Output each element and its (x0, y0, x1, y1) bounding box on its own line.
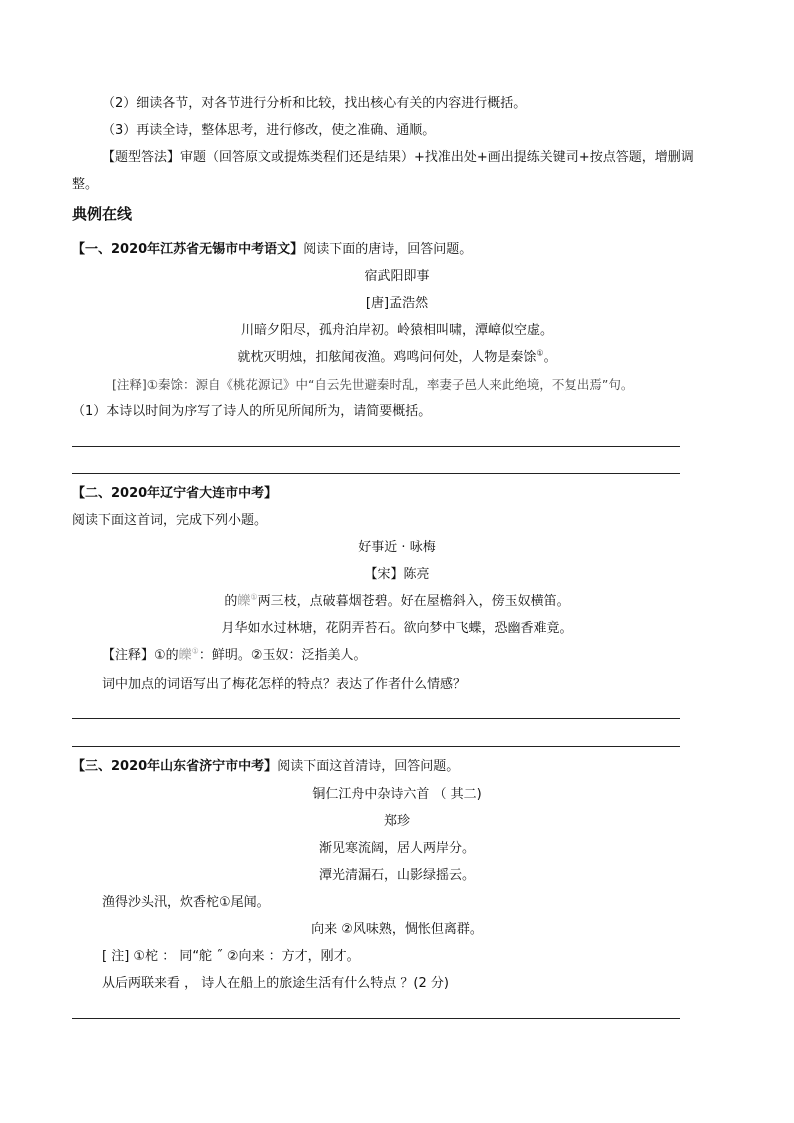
q2-answer-line-1[interactable] (72, 718, 680, 719)
q1-source: 【一、2020年江苏省无锡市中考语文】 (72, 242, 304, 257)
answer-tip-text: 审题（回答原文或提炼类程们还是结果）+找准出处+画出提练关键司+按点答题，增删调 (180, 150, 694, 165)
answer-tip-continued: 整。 (72, 177, 99, 192)
q1-answer-line-1[interactable] (72, 446, 680, 447)
q1-header (72, 241, 472, 259)
q2-note-rest: ：鲜明。②玉奴：泛指美人。 (198, 648, 367, 663)
q2-line-1-start: 的 (224, 594, 238, 609)
q1-author: [唐]孟浩然 (365, 296, 429, 311)
q3-poem-line-4: 向来 ②风味熟，惆怅但离群。 (311, 922, 483, 937)
q1-poem-line-2-end: 。 (543, 350, 557, 365)
q3-note: [ 注] ①柁 ： 同“舵 ˝ ②向来 ：方才，刚才。 (102, 949, 360, 964)
q3-header (72, 758, 459, 776)
q3-question: 从后两联来看 ， 诗人在船上的旅途生活有什么特点 ？(2 分) (102, 976, 449, 991)
q2-note-marker: ① (191, 646, 199, 656)
q3-answer-line[interactable] (72, 1018, 680, 1019)
q2-note-marked-char: 皪 (178, 648, 192, 663)
q3-source: 【三、2020年山东省济宁市中考】 (72, 759, 278, 774)
section-title: 典例在线 (72, 205, 133, 223)
q1-poem-line-1: 川暗夕阳尽，孤舟泊岸初。岭猿相叫啸，潭嶂似空虚。 (240, 323, 553, 338)
method-step-2: （2）细读各节，对各节进行分析和比较，找出核心有关的内容进行概括。 (102, 96, 527, 111)
q1-poem-line-2-text: 就枕灭明烛，扣舷闻夜渔。鸡鸣问何处，人物是秦馀 (237, 350, 537, 365)
q1-question: （1）本诗以时间为序写了诗人的所见所闻所为，请简要概括。 (72, 404, 432, 419)
q2-poem-title: 好事近 · 咏梅 (358, 540, 436, 555)
q1-poem-line-2 (0, 349, 794, 367)
q1-answer-line-2[interactable] (72, 473, 680, 474)
q2-marked-char: 皪 (237, 594, 251, 609)
answer-tip (102, 149, 694, 167)
q1-poem-title: 宿武阳即事 (364, 269, 430, 284)
q2-source: 【二、2020年辽宁省大连市中考】 (72, 486, 278, 501)
q3-intro: 阅读下面这首清诗，回答问题。 (277, 759, 460, 774)
answer-tip-label: 【题型答法】 (102, 150, 181, 165)
q2-note-start: 【注释】①的 (102, 648, 179, 663)
q2-answer-line-2[interactable] (72, 746, 680, 747)
q2-poem-line-1 (0, 593, 794, 611)
q3-poem-line-3: 渔得沙头汛，炊香柁①尾闻。 (102, 895, 270, 910)
q3-poem-title: 铜仁江舟中杂诗六首 （ 其二) (312, 787, 482, 802)
q2-footnote-marker: ① (250, 592, 258, 602)
q3-author: 郑珍 (383, 814, 410, 829)
method-step-3: （3）再读全诗，整体思考，进行修改，使之准确、通顺。 (102, 123, 436, 138)
q3-poem-line-1: 渐见寒流阔，居人两岸分。 (318, 841, 475, 856)
q2-author: 【宋】陈亮 (364, 567, 430, 582)
q3-poem-line-2: 潭光清漏石，山影绿摇云。 (318, 868, 475, 883)
q1-intro: 阅读下面的唐诗，回答问题。 (303, 242, 473, 257)
q2-line-1-rest: 两三枝，点破暮烟苍碧。好在屋檐斜入，傍玉奴横笛。 (257, 594, 570, 609)
q2-note (102, 647, 367, 665)
q2-intro: 阅读下面这首词，完成下列小题。 (72, 513, 268, 528)
q1-footnote-marker: ① (536, 348, 544, 358)
q2-question: 词中加点的词语写出了梅花怎样的特点？表达了作者什么情感？ (102, 677, 467, 692)
q1-note: [注释]①秦馀：源自《桃花源记》中“自云先世避秦时乱，率妻子邑人来此绝境，不复出焉”句。 (112, 377, 634, 392)
q2-poem-line-2: 月华如水过林塘，花阴弄苔石。欲向梦中飞蝶，恐幽香难竟。 (221, 621, 573, 636)
